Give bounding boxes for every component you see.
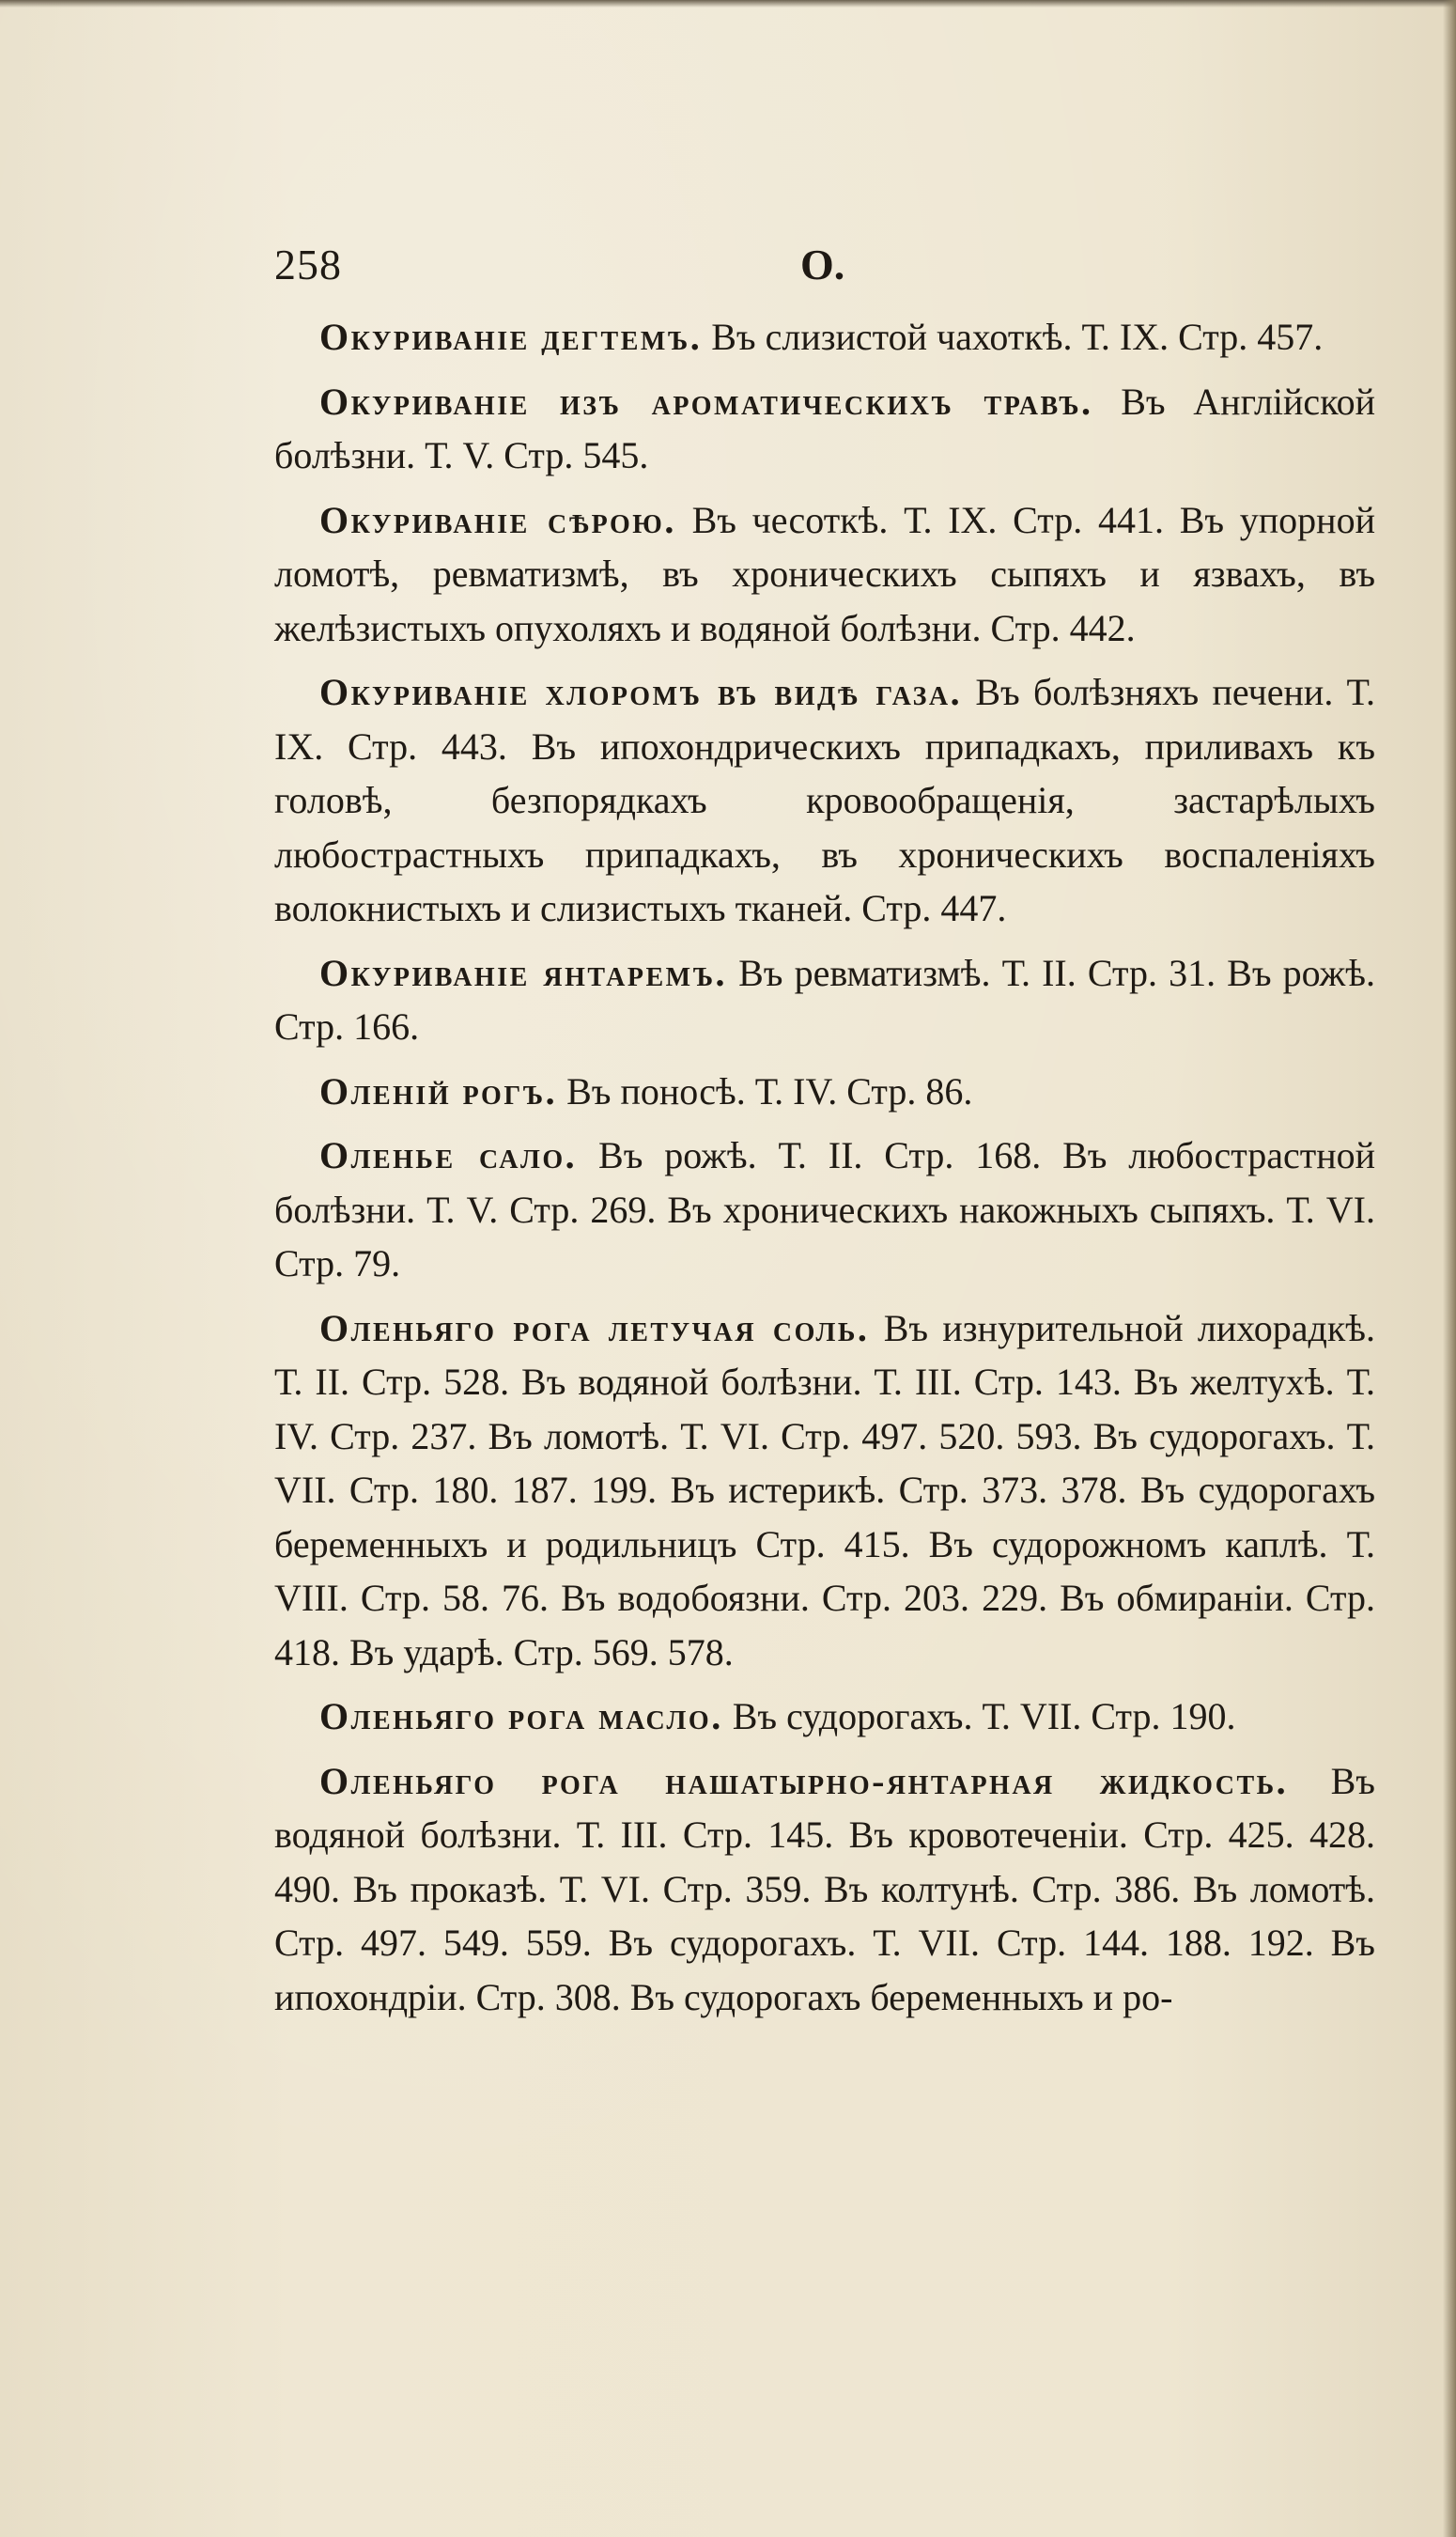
index-entry [274, 1301, 1375, 1680]
index-entry [274, 665, 1375, 936]
entry-term: Окуриваніе изъ ароматическихъ травъ. [319, 380, 1093, 423]
entry-text: Въ слизистой чахоткѣ. Т. IX. Стр. 457. [711, 316, 1324, 358]
index-entry [274, 493, 1375, 656]
index-entry [274, 946, 1375, 1054]
entry-text: Въ судорогахъ. Т. VII. Стр. 190. [732, 1695, 1236, 1737]
running-head-letter: О. [800, 241, 845, 288]
index-entry [274, 1689, 1375, 1744]
entry-text: Въ ревматизмѣ. Т. II. Стр. 31. Въ рожѣ. Стр. 166. [274, 951, 1375, 1048]
entry-term: Окуриваніе янтаремъ. [319, 951, 728, 994]
entry-text: Въ болѣзняхъ печени. Т. IX. Стр. 443. Въ ипохондрическихъ припадкахъ, приливахъ къ головѣ, безпорядкахъ кровообращенія, застарѣлыхъ любострастныхъ припадкахъ, въ хроническихъ воспаленіяхъ волокнистыхъ и слизистыхъ тканей. Стр. 447. [274, 671, 1375, 929]
entry-text: Въ поносѣ. Т. IV. Стр. 86. [566, 1069, 973, 1113]
index-entry [274, 1065, 1375, 1119]
entry-text: Въ водяной болѣзни. Т. III. Стр. 145. Въ кровотеченіи. Стр. 425. 428. 490. Въ проказѣ. Т. VI. Стр. 359. Въ колтунѣ. Стр. 386. Въ ломотѣ. Стр. 497. 549. 559. Въ судорогахъ. Т. VII. Стр. 144. 188. 192. Въ ипохондріи. Стр. 308. Въ судорогахъ беременныхъ и ро- [274, 1759, 1375, 2018]
entry-term: Оленій рогъ. [319, 1069, 558, 1113]
page-number: 258 [274, 241, 342, 288]
index-entry [274, 1128, 1375, 1291]
entry-text: Въ рожѣ. Т. II. Стр. 168. Въ любострастной болѣзни. Т. V. Стр. 269. Въ хроническихъ накожныхъ сыпяхъ. Т. VI. Стр. 79. [274, 1134, 1376, 1284]
entry-term: Окуриваніе дегтемъ. [319, 316, 703, 358]
entry-term: Оленьяго рога масло. [319, 1695, 723, 1737]
entry-text: Въ чесоткѣ. Т. IX. Стр. 441. Въ упорной ломотѣ, ревматизмѣ, въ хроническихъ сыпяхъ и язвахъ, въ желѣзистыхъ опухоляхъ и водяной болѣзни. Стр. 442. [274, 498, 1375, 649]
entry-text: Въ изнурительной лихорадкѣ. Т. II. Стр. 528. Въ водяной болѣзни. Т. III. Стр. 143. Въ желтухѣ. Т. IV. Стр. 237. Въ ломотѣ. Т. VI. Стр. 497. 520. 593. Въ судорогахъ. Т. VII. Стр. 180. 187. 199. Въ истерикѣ. Стр. 373. 378. Въ судорогахъ беременныхъ и родильницъ Стр. 415. Въ судорожномъ каплѣ. Т. VIII. Стр. 58. 76. Въ водобоязни. Стр. 203. 229. Въ обмираніи. Стр. 418. Въ ударѣ. Стр. 569. 578. [274, 1306, 1376, 1673]
index-entry [274, 1754, 1375, 2025]
entry-term: Оленье сало. [319, 1134, 578, 1176]
entry-term: Окуриваніе сѣрою. [319, 498, 676, 541]
entry-term: Оленьяго рога летучая соль. [319, 1306, 870, 1349]
index-entries [274, 310, 1375, 2034]
entry-term: Оленьяго рога нашатырно-янтарная жидкость. [319, 1759, 1289, 1802]
index-entry [274, 310, 1375, 365]
entry-text: Въ Англійской болѣзни. Т. V. Стр. 545. [274, 380, 1375, 476]
entry-term: Окуриваніе хлоромъ въ видѣ газа. [319, 671, 963, 713]
page-header [274, 240, 1375, 305]
index-entry [274, 375, 1375, 483]
